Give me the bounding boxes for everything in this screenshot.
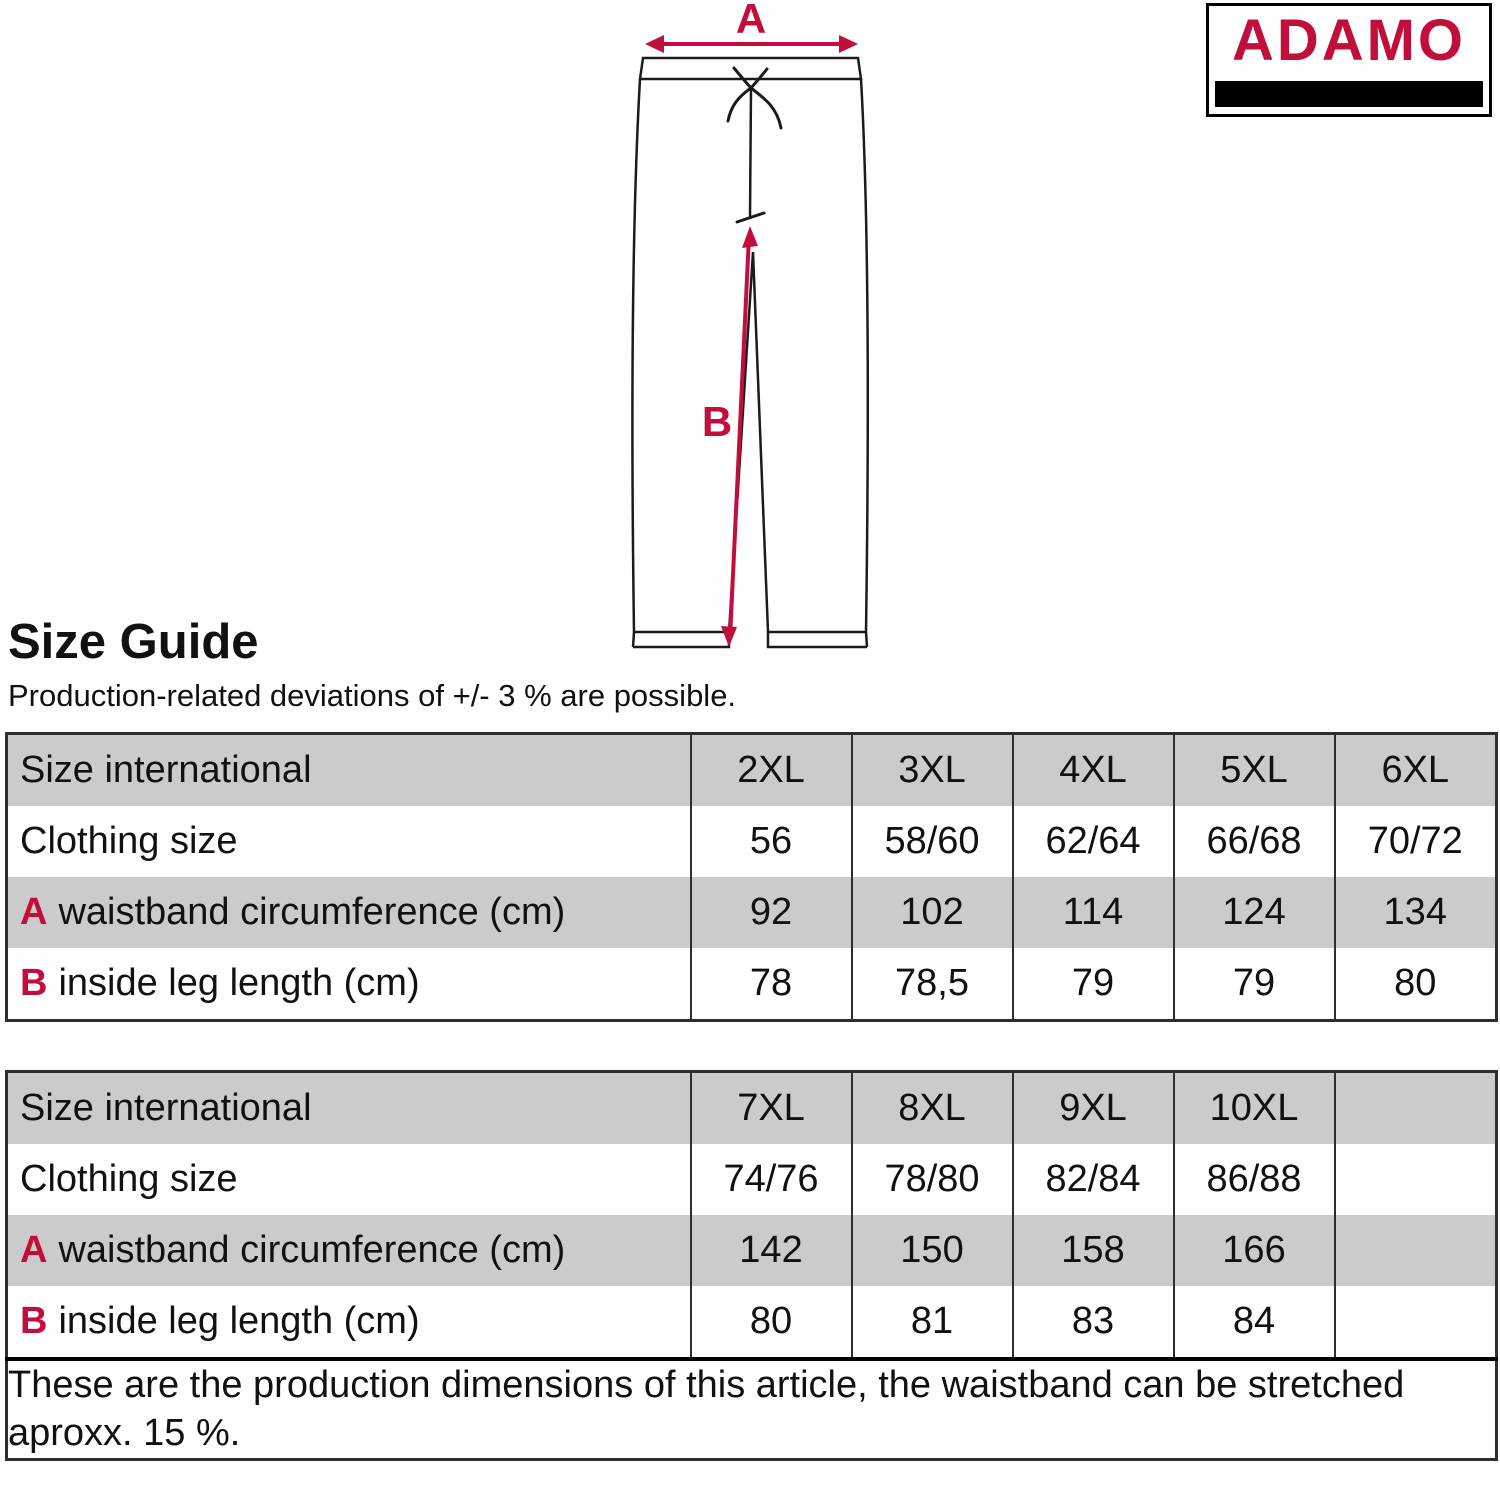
measure-letter: B bbox=[20, 962, 48, 1004]
row-label-text: inside leg length (cm) bbox=[58, 962, 420, 1004]
row-label-text: waistband circumference (cm) bbox=[58, 1229, 566, 1271]
pants-diagram bbox=[595, 0, 905, 660]
left-outer-leg bbox=[632, 79, 640, 647]
size-value: 102 bbox=[852, 877, 1013, 948]
size-value: 92 bbox=[691, 877, 852, 948]
right-outer-leg bbox=[861, 79, 868, 647]
size-value: 82/84 bbox=[1013, 1144, 1174, 1215]
table-footnote: These are the production dimensions of this article, the waistband can be stretched aproxx. 15 %. bbox=[7, 1359, 1497, 1459]
waistband bbox=[640, 58, 861, 79]
size-value: 80 bbox=[691, 1286, 852, 1359]
size-value: 114 bbox=[1013, 877, 1174, 948]
size-value: 158 bbox=[1013, 1215, 1174, 1286]
measure-a-label: A bbox=[735, 0, 767, 42]
size-value: 142 bbox=[691, 1215, 852, 1286]
size-value: 10XL bbox=[1174, 1072, 1335, 1145]
size-value: 58/60 bbox=[852, 806, 1013, 877]
page-title: Size Guide bbox=[8, 615, 259, 669]
size-value: 7XL bbox=[691, 1072, 852, 1145]
size-value: 79 bbox=[1174, 948, 1335, 1021]
size-value: 79 bbox=[1013, 948, 1174, 1021]
row-label bbox=[7, 948, 691, 1021]
table-row bbox=[7, 948, 1497, 1021]
size-value: 84 bbox=[1174, 1286, 1335, 1359]
size-value: 83 bbox=[1013, 1286, 1174, 1359]
size-value: 78 bbox=[691, 948, 852, 1021]
size-value bbox=[1335, 1286, 1497, 1359]
size-value: 86/88 bbox=[1174, 1144, 1335, 1215]
row-label bbox=[7, 1072, 691, 1145]
page-subtitle: Production-related deviations of +/- 3 % are possible. bbox=[8, 678, 737, 713]
table-row bbox=[7, 877, 1497, 948]
adamo-logo bbox=[1206, 3, 1492, 117]
table-row bbox=[7, 1286, 1497, 1359]
measure-b-label: B bbox=[701, 398, 733, 445]
table-row bbox=[7, 734, 1497, 807]
size-value: 81 bbox=[852, 1286, 1013, 1359]
size-value: 80 bbox=[1335, 948, 1497, 1021]
size-value: 56 bbox=[691, 806, 852, 877]
size-table-1 bbox=[5, 732, 1498, 1022]
logo-black-bar bbox=[1215, 81, 1483, 107]
row-label-text: inside leg length (cm) bbox=[58, 1300, 420, 1342]
size-value: 2XL bbox=[691, 734, 852, 807]
row-label bbox=[7, 877, 691, 948]
row-label bbox=[7, 1286, 691, 1359]
row-label bbox=[7, 1215, 691, 1286]
size-value: 150 bbox=[852, 1215, 1013, 1286]
table-row bbox=[7, 1072, 1497, 1145]
size-value: 134 bbox=[1335, 877, 1497, 948]
size-value: 124 bbox=[1174, 877, 1335, 948]
row-label-text: Size international bbox=[20, 749, 312, 791]
table-footnote-row bbox=[7, 1359, 1497, 1459]
drawstring bbox=[728, 68, 781, 222]
measure-letter: B bbox=[20, 1300, 48, 1342]
size-value: 62/64 bbox=[1013, 806, 1174, 877]
left-hem bbox=[633, 632, 729, 647]
size-value: 8XL bbox=[852, 1072, 1013, 1145]
size-value: 166 bbox=[1174, 1215, 1335, 1286]
size-value bbox=[1335, 1215, 1497, 1286]
size-value: 78/80 bbox=[852, 1144, 1013, 1215]
size-value: 3XL bbox=[852, 734, 1013, 807]
size-value: 66/68 bbox=[1174, 806, 1335, 877]
table-row bbox=[7, 1144, 1497, 1215]
size-value: 74/76 bbox=[691, 1144, 852, 1215]
table-row bbox=[7, 1215, 1497, 1286]
size-table-2 bbox=[5, 1070, 1498, 1461]
size-value: 70/72 bbox=[1335, 806, 1497, 877]
measure-letter: A bbox=[20, 1229, 48, 1271]
right-hem bbox=[768, 632, 867, 647]
row-label-text: waistband circumference (cm) bbox=[58, 891, 566, 933]
size-value: 4XL bbox=[1013, 734, 1174, 807]
row-label bbox=[7, 1144, 691, 1215]
row-label bbox=[7, 806, 691, 877]
size-value: 6XL bbox=[1335, 734, 1497, 807]
table-row bbox=[7, 806, 1497, 877]
size-value bbox=[1335, 1072, 1497, 1145]
row-label-text: Size international bbox=[20, 1087, 312, 1129]
measure-letter: A bbox=[20, 891, 48, 933]
size-value: 78,5 bbox=[852, 948, 1013, 1021]
size-value: 5XL bbox=[1174, 734, 1335, 807]
pants-line-drawing bbox=[595, 0, 905, 660]
logo-wordmark: ADAMO bbox=[1231, 8, 1467, 73]
row-label-text: Clothing size bbox=[20, 820, 238, 862]
size-value bbox=[1335, 1144, 1497, 1215]
row-label-text: Clothing size bbox=[20, 1158, 238, 1200]
row-label bbox=[7, 734, 691, 807]
size-value: 9XL bbox=[1013, 1072, 1174, 1145]
